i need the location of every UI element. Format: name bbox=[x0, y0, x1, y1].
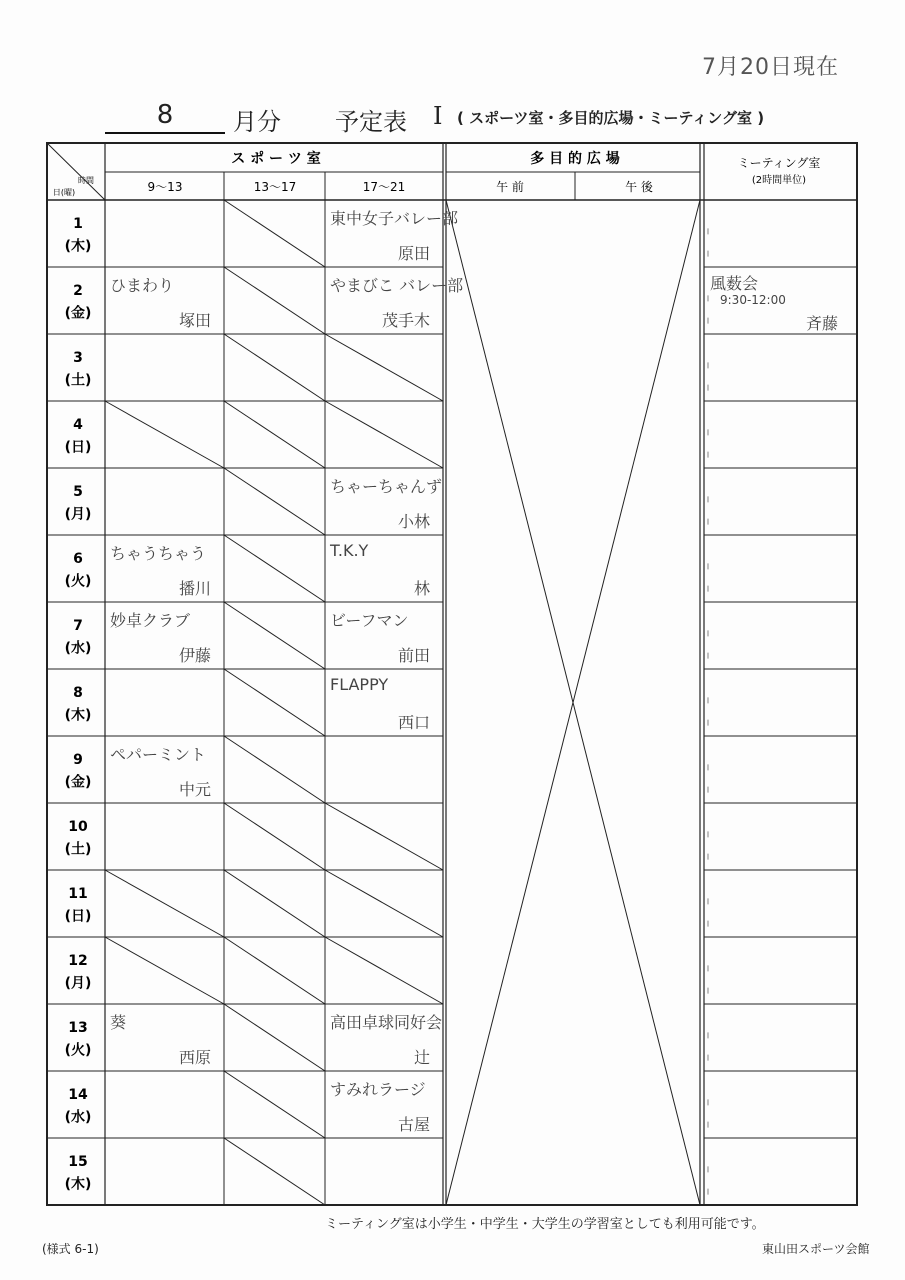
booking-group-name: 妙卓クラブ bbox=[110, 611, 191, 630]
day-of-week: (水) bbox=[64, 640, 92, 657]
schedule-number: Ⅰ bbox=[433, 102, 443, 130]
day-of-week: (水) bbox=[64, 1109, 92, 1126]
day-of-week: (木) bbox=[64, 238, 92, 255]
day-of-week: (月) bbox=[64, 975, 92, 992]
plaza-header: 多 目 的 広 場 bbox=[530, 151, 620, 167]
slot-closed-diagonal bbox=[105, 937, 224, 1004]
booking-person-name: 辻 bbox=[413, 1048, 430, 1067]
slot-closed-diagonal bbox=[105, 870, 224, 937]
day-of-week: (金) bbox=[64, 774, 92, 791]
day-number: 7 bbox=[73, 618, 83, 635]
day-of-week: (土) bbox=[64, 372, 92, 389]
day-number: 14 bbox=[68, 1087, 88, 1104]
booking-person-name: 前田 bbox=[397, 646, 430, 665]
booking-person-name: 林 bbox=[413, 579, 430, 598]
sports-room-header: ス ポ ー ツ 室 bbox=[231, 151, 321, 167]
day-number: 9 bbox=[73, 752, 83, 769]
slot-closed-diagonal bbox=[325, 401, 443, 468]
day-number: 2 bbox=[73, 283, 83, 300]
day-number: 12 bbox=[68, 953, 88, 970]
slot-3-header: 17〜21 bbox=[362, 180, 406, 194]
day-number: 11 bbox=[68, 886, 88, 903]
booking-group-name: ペパーミント bbox=[110, 745, 207, 764]
booking-group-name: T.K.Y bbox=[330, 541, 369, 560]
month-number: 8 bbox=[105, 100, 225, 134]
slot-closed-diagonal bbox=[224, 334, 325, 401]
booking-group-name: すみれラージ bbox=[330, 1080, 426, 1099]
day-number: 6 bbox=[73, 551, 83, 568]
day-number: 1 bbox=[73, 216, 83, 233]
booking-person-name: 塚田 bbox=[178, 311, 211, 330]
day-number: 13 bbox=[68, 1020, 88, 1037]
booking-person-name: 西原 bbox=[178, 1048, 211, 1067]
booking-person-name: 小林 bbox=[397, 512, 430, 531]
day-of-week: (土) bbox=[64, 841, 92, 858]
corner-day-label: 日(曜) bbox=[52, 188, 76, 197]
booking-person-name: 西口 bbox=[397, 713, 430, 732]
slot-closed-diagonal bbox=[224, 468, 325, 535]
slot-1-header: 9〜13 bbox=[147, 180, 183, 194]
booking-group-name: 葵 bbox=[110, 1013, 127, 1032]
day-of-week: (火) bbox=[64, 573, 92, 590]
schedule-label: 予定表 bbox=[335, 108, 407, 136]
day-number: 4 bbox=[73, 417, 83, 434]
booking-person-name: 古屋 bbox=[397, 1115, 430, 1134]
organization-name: 東山田スポーツ会館 bbox=[762, 1242, 870, 1256]
day-of-week: (金) bbox=[64, 305, 92, 322]
day-of-week: (火) bbox=[64, 1042, 92, 1059]
schedule-subtitle: ( スポーツ室・多目的広場・ミーティング室 ) bbox=[457, 109, 765, 127]
footer-note: ミーティング室は小学生・中学生・大学生の学習室としても利用可能です。 bbox=[325, 1217, 765, 1232]
booking-person-name: 中元 bbox=[178, 780, 211, 799]
slot-closed-diagonal bbox=[224, 200, 325, 267]
slot-closed-diagonal bbox=[224, 535, 325, 602]
plaza-am-header: 午 前 bbox=[496, 180, 524, 194]
booking-group-name: ひまわり bbox=[110, 276, 175, 295]
day-of-week: (月) bbox=[64, 506, 92, 523]
booking-group-name: ちゃうちゃう bbox=[110, 544, 207, 563]
slot-closed-diagonal bbox=[224, 669, 325, 736]
as-of-date: 7月20日現在 bbox=[702, 55, 839, 80]
corner-time-label: 時間 bbox=[78, 176, 94, 185]
booking-group-name: やまびこ バレー部 bbox=[330, 276, 464, 295]
meeting-group-name: 風薮会 bbox=[710, 274, 759, 293]
slot-closed-diagonal bbox=[325, 870, 443, 937]
month-label: 月分 bbox=[233, 108, 281, 136]
meeting-person-name: 斉藤 bbox=[806, 314, 839, 333]
slot-closed-diagonal bbox=[224, 736, 325, 803]
meeting-time: 9:30-12:00 bbox=[720, 293, 786, 307]
booking-group-name: 高田卓球同好会 bbox=[330, 1013, 443, 1032]
slot-closed-diagonal bbox=[224, 803, 325, 870]
plaza-pm-header: 午 後 bbox=[625, 180, 653, 194]
slot-closed-diagonal bbox=[224, 602, 325, 669]
day-of-week: (木) bbox=[64, 707, 92, 724]
slot-closed-diagonal bbox=[105, 401, 224, 468]
meeting-unit-label: (2時間単位) bbox=[751, 175, 807, 186]
day-number: 3 bbox=[73, 350, 83, 367]
day-number: 5 bbox=[73, 484, 83, 501]
form-number: (様式 6-1) bbox=[42, 1242, 99, 1256]
slot-closed-diagonal bbox=[224, 401, 325, 468]
day-number: 10 bbox=[68, 819, 88, 836]
slot-2-header: 13〜17 bbox=[253, 180, 297, 194]
booking-person-name: 茂手木 bbox=[381, 311, 430, 330]
slot-closed-diagonal bbox=[224, 1138, 325, 1205]
slot-closed-diagonal bbox=[224, 1071, 325, 1138]
slot-closed-diagonal bbox=[325, 803, 443, 870]
slot-closed-diagonal bbox=[224, 937, 325, 1004]
day-of-week: (日) bbox=[64, 439, 92, 456]
day-of-week: (日) bbox=[64, 908, 92, 925]
day-number: 15 bbox=[68, 1154, 88, 1171]
slot-closed-diagonal bbox=[325, 334, 443, 401]
slot-closed-diagonal bbox=[224, 1004, 325, 1071]
booking-person-name: 原田 bbox=[397, 244, 430, 263]
day-of-week: (木) bbox=[64, 1176, 92, 1193]
booking-group-name: 東中女子バレー部 bbox=[330, 209, 459, 228]
booking-group-name: ちゃーちゃんず bbox=[330, 477, 443, 496]
slot-closed-diagonal bbox=[224, 870, 325, 937]
slot-closed-diagonal bbox=[325, 937, 443, 1004]
booking-person-name: 播川 bbox=[178, 579, 211, 598]
meeting-header: ミーティング室 bbox=[737, 156, 821, 170]
booking-person-name: 伊藤 bbox=[178, 646, 211, 665]
day-number: 8 bbox=[73, 685, 83, 702]
booking-group-name: ビーフマン bbox=[330, 611, 409, 630]
booking-group-name: FLAPPY bbox=[330, 675, 389, 694]
slot-closed-diagonal bbox=[224, 267, 325, 334]
